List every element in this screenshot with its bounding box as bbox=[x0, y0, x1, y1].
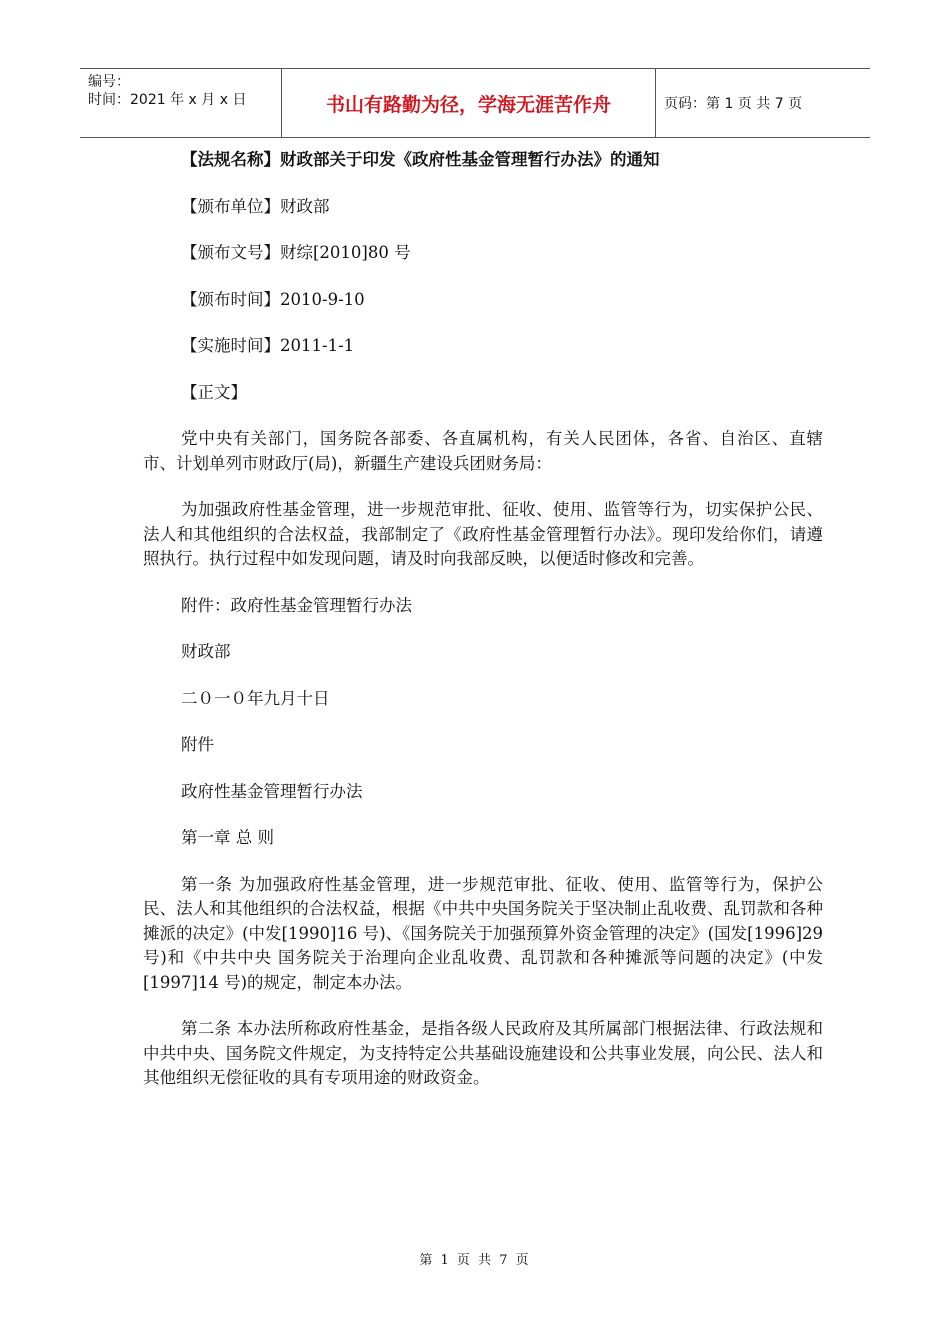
header-page-info: 页码：第 1 页 共 7 页 bbox=[664, 96, 803, 112]
issue-date-line: 【颁布时间】2010-9-10 bbox=[181, 289, 365, 309]
header-meta-cell bbox=[80, 69, 282, 137]
page-header bbox=[80, 68, 870, 138]
article-paragraph: 第二条 本办法所称政府性基金，是指各级人民政府及其所属部门根据法律、行政法规和中共中央、国务院文件规定，为支持特定公共基础设施建设和公共事业发展，向公民、法人和其他组织无偿征收的具有专项用途的财政资金。 bbox=[143, 1019, 823, 1087]
header-motto: 书山有路勤为径，学海无涯苦作舟 bbox=[282, 69, 656, 137]
issuer-line: 【颁布单位】财政部 bbox=[181, 196, 330, 216]
time-label: 时间：2021 年 x 月 x 日 bbox=[88, 92, 247, 108]
effective-date-line: 【实施时间】2011-1-1 bbox=[181, 336, 355, 355]
number-label: 编号： bbox=[88, 74, 130, 90]
signature-issuer: 财政部 bbox=[181, 642, 231, 661]
signature-date: 二０一０年九月十日 bbox=[181, 688, 330, 708]
document-title: 【法规名称】财政部关于印发《政府性基金管理暂行办法》的通知 bbox=[181, 150, 660, 169]
page-footer: 第 1 页 共 7 页 bbox=[419, 1253, 531, 1268]
attachment-title: 政府性基金管理暂行办法 bbox=[181, 781, 363, 801]
attachment-heading: 附件 bbox=[181, 735, 214, 754]
attachment-line: 附件：政府性基金管理暂行办法 bbox=[181, 595, 412, 615]
document-body bbox=[143, 148, 823, 1113]
paragraph: 党中央有关部门，国务院各部委、各直属机构，有关人民团体，各省、自治区、直辖市、计划单列市财政厅(局)，新疆生产建设兵团财务局： bbox=[143, 429, 823, 473]
doc-number-line: 【颁布文号】财综[2010]80 号 bbox=[181, 243, 411, 262]
paragraph: 为加强政府性基金管理，进一步规范审批、征收、使用、监管等行为，切实保护公民、法人和其他组织的合法权益，我部制定了《政府性基金管理暂行办法》。现印发给你们，请遵照执行。执行过程中如发现问题，请及时向我部反映，以便适时修改和完善。 bbox=[143, 500, 823, 568]
body-label: 【正文】 bbox=[181, 382, 247, 402]
chapter-heading: 第一章 总 则 bbox=[181, 828, 274, 847]
article-paragraph: 第一条 为加强政府性基金管理，进一步规范审批、征收、使用、监管等行为，保护公民、法人和其他组织的合法权益，根据《中共中央国务院关于坚决制止乱收费、乱罚款和各种摊派的决定》(中发[1990]16 号)、《国务院关于加强预算外资金管理的决定》(国发[1996]29 号)和《中共中央 国务院关于治理向企业乱收费、乱罚款和各种摊派等问题的决定》(中发[1997]14 号)的规定，制定本办法。 bbox=[143, 874, 823, 992]
